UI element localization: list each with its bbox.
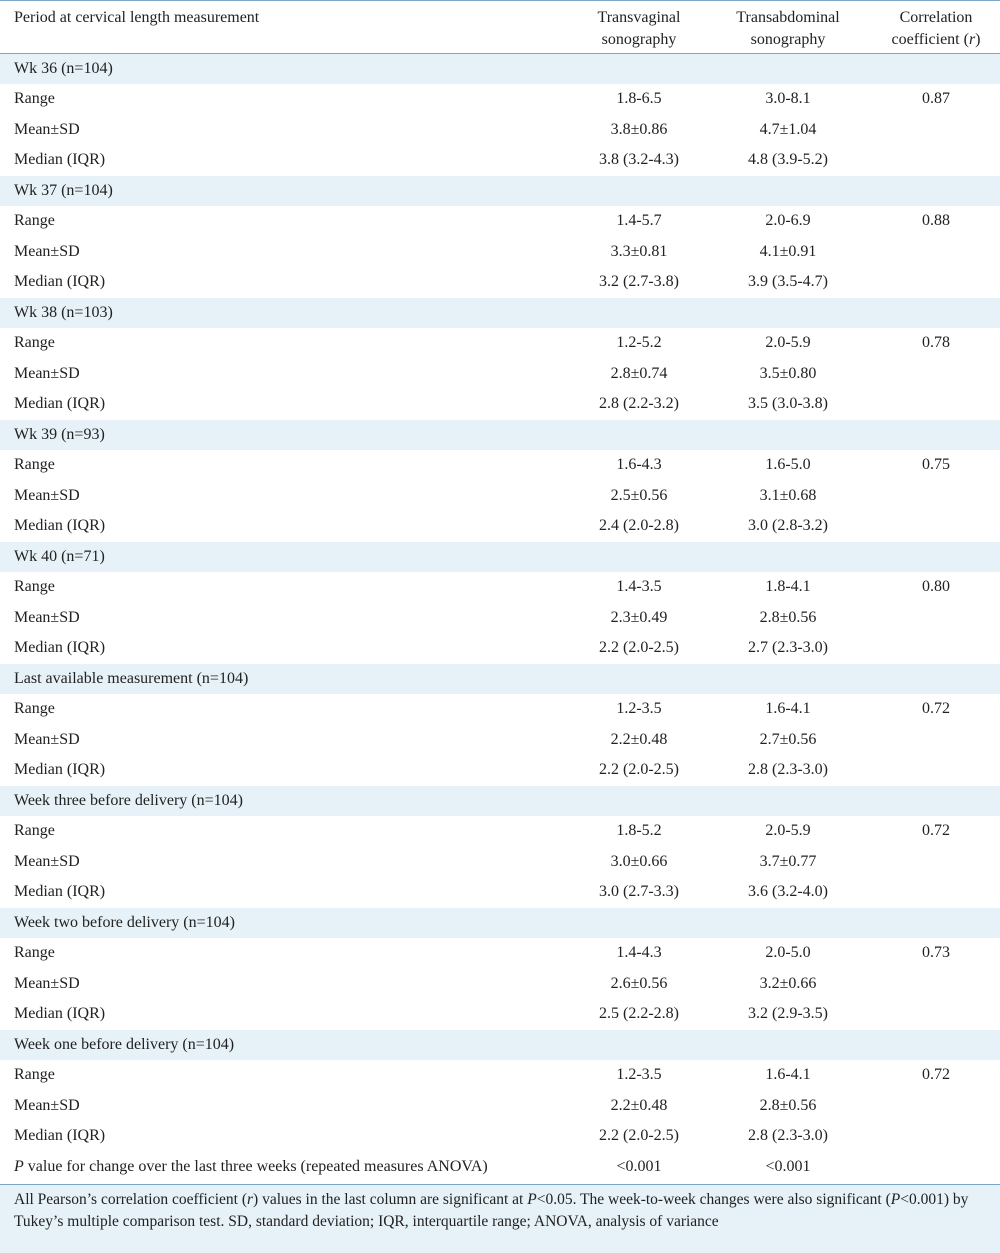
row-label: Median (IQR): [14, 883, 106, 900]
group-header-row: [0, 542, 1000, 573]
cell-transvaginal: 2.2±0.48: [610, 1096, 668, 1114]
cell-transabdominal: 1.6-4.1: [765, 1066, 811, 1083]
cell-transabdominal: 2.7 (2.3-3.0): [748, 639, 828, 656]
table-row: [0, 969, 1000, 1000]
cell-transabdominal: 2.8±0.56: [759, 1096, 817, 1114]
header-transvaginal-line2: sonography: [601, 31, 677, 48]
cell-transvaginal: 3.8 (3.2-4.3): [599, 151, 679, 168]
cell-transabdominal: 3.1±0.68: [759, 486, 817, 504]
table-row: [0, 1121, 1000, 1152]
group-title: Wk 36 (n=104): [14, 60, 113, 77]
cell-transabdominal: 3.2±0.66: [759, 974, 817, 992]
pvalue-row: [0, 1152, 1000, 1183]
footnote-var-r: r: [247, 1191, 254, 1208]
cell-transvaginal: 2.2 (2.0-2.5): [599, 639, 679, 656]
cell-transvaginal: 2.2 (2.0-2.5): [599, 1127, 679, 1144]
cell-transvaginal: 2.6±0.56: [610, 974, 668, 992]
table-row: [0, 206, 1000, 237]
table-row: [0, 237, 1000, 268]
table-header: [0, 0, 1000, 54]
group-title: Wk 39 (n=93): [14, 425, 105, 443]
pvalue-label-var: P: [14, 1157, 24, 1175]
cell-transvaginal: 1.4-4.3: [616, 944, 662, 961]
header-correlation-prefix: coefficient (: [891, 31, 969, 48]
row-label: Range: [14, 1066, 55, 1083]
group-header-row: [0, 786, 1000, 817]
cell-transvaginal: 3.0 (2.7-3.3): [599, 883, 679, 900]
header-transvaginal-line1: Transvaginal: [597, 9, 681, 26]
table-row: [0, 481, 1000, 512]
cell-transvaginal: 3.8±0.86: [610, 120, 668, 138]
header-correlation-suffix: ): [975, 31, 981, 48]
table-row: [0, 999, 1000, 1030]
cell-transabdominal: 2.0-5.9: [765, 822, 811, 839]
group-header-row: [0, 298, 1000, 329]
table-row: [0, 450, 1000, 481]
row-label: Median (IQR): [14, 395, 106, 412]
cell-transvaginal: 3.0±0.66: [610, 852, 668, 870]
table-row: [0, 755, 1000, 786]
cell-transvaginal: 1.4-5.7: [616, 212, 662, 229]
header-transabdominal-line1: Transabdominal: [736, 9, 840, 26]
group-title: Week three before delivery (n=104): [14, 791, 243, 809]
group-title: Wk 37 (n=104): [14, 181, 113, 199]
table-row: [0, 694, 1000, 725]
cell-transvaginal: 3.2 (2.7-3.8): [599, 273, 679, 290]
table-row: [0, 115, 1000, 146]
group-header-row: [0, 908, 1000, 939]
cell-transabdominal: 1.8-4.1: [765, 578, 811, 595]
table-row: [0, 1091, 1000, 1122]
table-row: [0, 328, 1000, 359]
cell-transvaginal: 1.8-6.5: [616, 90, 662, 107]
row-label: Range: [14, 944, 55, 961]
cell-transvaginal: 2.2 (2.0-2.5): [599, 761, 679, 778]
pvalue-label: [14, 1152, 488, 1182]
cell-transabdominal: 3.0-8.1: [765, 90, 811, 107]
cell-transabdominal: 3.0 (2.8-3.2): [748, 517, 828, 534]
header-correlation: [862, 7, 1000, 51]
cell-transvaginal: 2.4 (2.0-2.8): [599, 517, 679, 534]
cell-transabdominal: 3.7±0.77: [759, 852, 817, 870]
cell-correlation: 0.78: [922, 334, 950, 351]
pvalue-transvaginal: <0.001: [616, 1157, 662, 1175]
cell-transabdominal: 3.9 (3.5-4.7): [748, 273, 828, 290]
group-header-row: [0, 420, 1000, 451]
group-header-row: [0, 1030, 1000, 1061]
footnote-text: [0, 1185, 1000, 1233]
row-label: Median (IQR): [14, 517, 106, 534]
cell-correlation: 0.72: [922, 822, 950, 839]
table-row: [0, 389, 1000, 420]
row-label: Mean±SD: [14, 852, 80, 870]
cell-transabdominal: 2.8±0.56: [759, 608, 817, 626]
row-label: Median (IQR): [14, 273, 106, 290]
table-row: [0, 633, 1000, 664]
group-title: Week one before delivery (n=104): [14, 1035, 235, 1053]
group-title: Last available measurement (n=104): [14, 669, 249, 687]
table-row: [0, 145, 1000, 176]
cell-transvaginal: 2.5 (2.2-2.8): [599, 1005, 679, 1022]
footnote-var-p2: P: [890, 1191, 901, 1208]
table-row: [0, 725, 1000, 756]
cell-transvaginal: 1.8-5.2: [616, 822, 662, 839]
row-label: Mean±SD: [14, 974, 80, 992]
cell-transabdominal: 2.0-6.9: [765, 212, 811, 229]
cell-correlation: 0.87: [922, 90, 950, 107]
row-label: Mean±SD: [14, 608, 80, 626]
header-transabdominal-line2: sonography: [750, 31, 826, 48]
cell-transabdominal: 1.6-5.0: [765, 456, 811, 473]
header-transabdominal: [714, 7, 862, 51]
row-label: Median (IQR): [14, 1005, 106, 1022]
row-label: Median (IQR): [14, 761, 106, 778]
group-header-row: [0, 176, 1000, 207]
footnote-part1: All Pearson’s correlation coefficient (: [14, 1191, 247, 1208]
table-row: [0, 816, 1000, 847]
cell-transabdominal: 4.1±0.91: [759, 242, 817, 260]
cell-transvaginal: 1.2-3.5: [616, 700, 662, 717]
table-row: [0, 267, 1000, 298]
cell-correlation: 0.80: [922, 578, 950, 595]
group-title: Wk 38 (n=103): [14, 303, 113, 321]
cell-transabdominal: 2.0-5.0: [765, 944, 811, 961]
pvalue-transabdominal: <0.001: [765, 1157, 811, 1175]
table-row: [0, 1060, 1000, 1091]
row-label: Range: [14, 822, 55, 839]
row-label: Mean±SD: [14, 364, 80, 382]
cell-transabdominal: 3.5 (3.0-3.8): [748, 395, 828, 412]
row-label: Range: [14, 334, 55, 351]
footnote-part4: <0.001) by Tukey’s multiple comparison test. SD, standard deviation; IQR, interquartile range; ANOVA, analysis of variance: [14, 1191, 969, 1230]
cell-transvaginal: 2.8±0.74: [610, 364, 668, 382]
table-footnote: [0, 1184, 1000, 1253]
cell-transvaginal: 3.3±0.81: [610, 242, 668, 260]
header-correlation-line1: Correlation: [899, 9, 973, 26]
table-row: [0, 84, 1000, 115]
group-title: Wk 40 (n=71): [14, 547, 105, 565]
row-label: Median (IQR): [14, 151, 106, 168]
row-label: Mean±SD: [14, 242, 80, 260]
cell-transvaginal: 1.2-3.5: [616, 1066, 662, 1083]
row-label: Mean±SD: [14, 730, 80, 748]
cell-transvaginal: 2.5±0.56: [610, 486, 668, 504]
group-title: Week two before delivery (n=104): [14, 913, 235, 931]
cell-transvaginal: 1.6-4.3: [616, 456, 662, 473]
cell-correlation: 0.72: [922, 1066, 950, 1083]
table-body: [0, 54, 1000, 1152]
cell-transabdominal: 1.6-4.1: [765, 700, 811, 717]
cell-transvaginal: 1.4-3.5: [616, 578, 662, 595]
table-row: [0, 359, 1000, 390]
row-label: Range: [14, 90, 55, 107]
cell-correlation: 0.88: [922, 212, 950, 229]
pvalue-label-text: value for change over the last three weeks (repeated measures ANOVA): [23, 1157, 488, 1175]
cell-correlation: 0.75: [922, 456, 950, 473]
cell-transabdominal: 2.7±0.56: [759, 730, 817, 748]
row-label: Mean±SD: [14, 1096, 80, 1114]
table-row: [0, 938, 1000, 969]
row-label: Range: [14, 212, 55, 229]
table-row: [0, 511, 1000, 542]
cell-transabdominal: 2.8 (2.3-3.0): [748, 1127, 828, 1144]
table-row: [0, 847, 1000, 878]
table-row: [0, 572, 1000, 603]
cell-transvaginal: 2.8 (2.2-3.2): [599, 395, 679, 412]
row-label: Median (IQR): [14, 639, 106, 656]
footnote-part2: ) values in the last column are significant at: [253, 1191, 528, 1208]
cell-transabdominal: 2.0-5.9: [765, 334, 811, 351]
header-period: Period at cervical length measurement: [14, 9, 260, 26]
footnote-var-p1: P: [527, 1191, 537, 1208]
cell-transabdominal: 3.5±0.80: [759, 364, 817, 382]
cell-correlation: 0.72: [922, 700, 950, 717]
row-label: Mean±SD: [14, 486, 80, 504]
table-row: [0, 877, 1000, 908]
group-header-row: [0, 54, 1000, 84]
cell-transvaginal: 1.2-5.2: [616, 334, 662, 351]
cell-transabdominal: 3.2 (2.9-3.5): [748, 1005, 828, 1022]
header-correlation-var: r: [968, 31, 976, 48]
cell-correlation: 0.73: [922, 944, 950, 961]
footnote-part3: <0.05. The week-to-week changes were also significant (: [536, 1191, 891, 1208]
cell-transvaginal: 2.2±0.48: [610, 730, 668, 748]
table-row: [0, 603, 1000, 634]
cell-transvaginal: 2.3±0.49: [610, 608, 668, 626]
row-label: Median (IQR): [14, 1127, 106, 1144]
cell-transabdominal: 4.8 (3.9-5.2): [748, 151, 828, 168]
cell-transabdominal: 4.7±1.04: [759, 120, 817, 138]
row-label: Range: [14, 700, 55, 717]
row-label: Range: [14, 578, 55, 595]
cell-transabdominal: 3.6 (3.2-4.0): [748, 883, 828, 900]
row-label: Range: [14, 456, 55, 473]
group-header-row: [0, 664, 1000, 695]
header-transvaginal: [565, 7, 713, 51]
cell-transabdominal: 2.8 (2.3-3.0): [748, 761, 828, 778]
row-label: Mean±SD: [14, 120, 80, 138]
